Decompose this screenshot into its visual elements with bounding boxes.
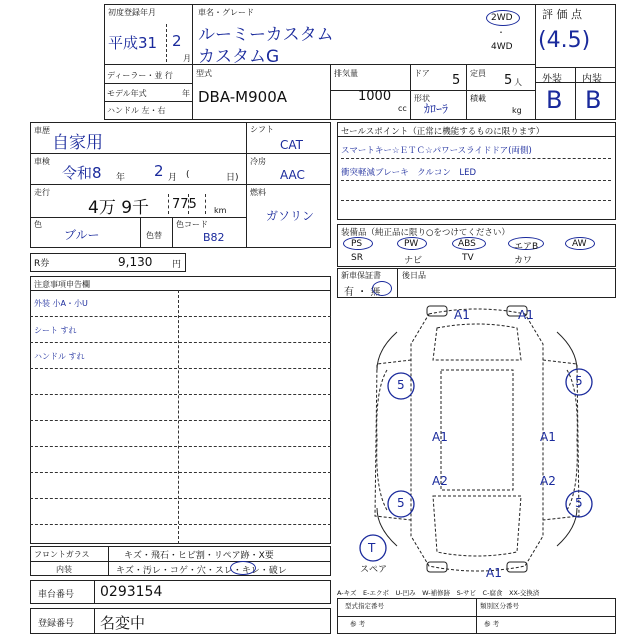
dealer-label: ディーラー・並 行 — [107, 71, 173, 80]
registration-frame — [30, 608, 331, 634]
first-reg-label: 初度登録年月 — [108, 8, 156, 17]
damage-mark-left-front-wheel: 5 — [397, 378, 405, 392]
warranty-options: 有 ・ 無 — [344, 287, 381, 298]
model-label: 型式 — [196, 69, 212, 78]
damage-mark-right-front-wheel: 5 — [575, 374, 583, 388]
damage-legend: A-キズ E-エクボ U-凹み W-補修跡 S-サビ C-腐食 XX-交換済 — [337, 589, 540, 597]
interior-cond-label: 内装 — [56, 565, 72, 574]
recycle-label: R券 — [34, 259, 50, 269]
car-name-label: 車名・グレード — [198, 8, 254, 17]
form-label-type: 型式指定番号 — [345, 602, 384, 610]
equipment-label: 装備品（純正品に限り○をつけてください） — [341, 228, 510, 238]
form-label-ref2: 参 考 — [484, 620, 500, 628]
equip-airbag: エアB — [514, 242, 539, 252]
chassis-frame — [30, 580, 331, 604]
note-line-1: 外装 小A・小U — [34, 299, 88, 308]
day-close: 日) — [226, 173, 239, 183]
fuel: ガソリン — [266, 209, 315, 223]
inspection-year-unit: 年 — [116, 173, 126, 183]
car-damage-diagram — [337, 300, 616, 582]
damage-mark-right-rear: A2 — [540, 474, 556, 488]
equip-navi: ナビ — [404, 256, 423, 266]
shift: CAT — [280, 138, 303, 152]
equip-sr: SR — [351, 253, 363, 263]
damage-mark-rear: A1 — [486, 566, 502, 580]
registration-no: 名変中 — [100, 614, 146, 632]
spare-label: スペア — [360, 565, 388, 575]
interior-wear-circle — [230, 561, 256, 575]
drive-dot: ・ — [497, 28, 505, 37]
chassis-label: 車台番号 — [38, 590, 75, 600]
form-label-ref1: 参 考 — [350, 620, 366, 628]
car-name: ルーミーカスタム — [198, 25, 334, 45]
model-year-label: モデル年式 — [107, 89, 147, 98]
damage-mark-left-rear-wheel: 5 — [397, 496, 405, 510]
damage-mark-front-left: A1 — [454, 308, 470, 322]
color-change-label: 色替 — [146, 231, 162, 240]
displacement-label: 排気量 — [334, 69, 358, 78]
shape: ｶﾛｰﾗ — [424, 102, 449, 116]
km-unit: km — [214, 206, 227, 215]
car-grade: カスタムG — [198, 47, 280, 67]
damage-mark-right-rear-wheel: 5 — [575, 496, 583, 510]
sales-point-line1: スマートキー☆ＥＴＣ☆パワースライドドア(両側) — [341, 146, 532, 156]
capacity: 5 — [504, 73, 513, 88]
windshield-label: フロントガラス — [34, 550, 90, 559]
interior-options: キズ・汚レ・コゲ・穴・スレ・キレ・破レ — [116, 566, 287, 576]
recycle-frame — [30, 253, 186, 272]
equip-tv: TV — [462, 253, 474, 263]
displacement: 1000 — [358, 89, 392, 104]
capacity-label: 定員 — [470, 69, 486, 78]
color-label: 色 — [34, 220, 42, 229]
first-reg-month-unit: 月 — [183, 54, 191, 63]
drive-2wd: 2WD — [491, 13, 513, 23]
model-code: DBA-M900A — [198, 88, 288, 106]
inspection-era: 令和8 — [62, 164, 102, 182]
model-year-unit: 年 — [182, 89, 190, 98]
sales-point-line2: 衝突軽減ブレーキ クルコン LED — [341, 168, 477, 178]
load-label: 積載 — [470, 94, 486, 103]
day-open: ( — [186, 170, 190, 180]
color-code: B82 — [203, 231, 225, 244]
after-label: 後日品 — [402, 271, 426, 280]
door-label: ドア — [414, 69, 430, 78]
shape-label: 形状 — [414, 94, 430, 103]
mileage-label: 走行 — [34, 188, 50, 197]
interior-grade: B — [585, 86, 602, 114]
spare-mark: T — [368, 541, 376, 555]
registration-label: 登録番号 — [38, 619, 75, 629]
eval-score: (4.5) — [538, 28, 591, 53]
note-line-2: シート すれ — [34, 326, 77, 335]
interior-label: 内装 — [582, 74, 602, 85]
damage-mark-front-right: A1 — [518, 308, 534, 322]
recycle-amount: 9,130 — [118, 255, 153, 269]
inspection-month: 2 — [154, 162, 164, 180]
recycle-unit: 円 — [172, 260, 182, 270]
windshield-options: キズ・飛石・ヒビ割・リペア跡・X要 — [124, 551, 274, 561]
mileage-digits: 775 — [172, 197, 197, 212]
equip-aw: AW — [572, 239, 587, 249]
ac-label: 冷房 — [250, 157, 266, 166]
exterior-label: 外装 — [542, 74, 562, 85]
damage-mark-left-door: A1 — [432, 430, 448, 444]
warranty-none-circle — [372, 281, 392, 296]
handle-label: ハンドル 左・右 — [107, 106, 166, 115]
shift-label: シフト — [250, 125, 274, 134]
inspection-month-unit: 月 — [168, 173, 178, 183]
exterior-grade: B — [546, 86, 563, 114]
mileage-handwritten: 4万 9千 — [88, 198, 150, 218]
equip-abs: ABS — [458, 239, 476, 249]
chassis-no: 0293154 — [100, 584, 163, 600]
usage: 自家用 — [52, 133, 103, 153]
form-label-class: 類別区分番号 — [480, 602, 519, 610]
equip-pw: PW — [404, 239, 419, 249]
eval-label: 評 価 点 — [542, 8, 582, 21]
equip-ps: PS — [351, 239, 363, 249]
note-line-3: ハンドル すれ — [34, 352, 85, 361]
sales-points-label: セールスポイント（正常に機能するものに限ります） — [341, 127, 545, 137]
usage-label: 車歴 — [34, 126, 50, 135]
fuel-label: 燃料 — [250, 188, 266, 197]
drive-4wd: 4WD — [491, 42, 513, 52]
inspection-label: 車検 — [34, 157, 50, 166]
notes-label: 注意事項申告欄 — [34, 280, 90, 289]
ac: AAC — [280, 168, 305, 182]
cc-unit: cc — [398, 104, 407, 113]
kg-unit: kg — [512, 106, 522, 115]
color: ブルー — [64, 228, 100, 242]
capacity-unit: 人 — [514, 78, 522, 87]
color-code-label: 色コード — [176, 220, 208, 229]
doors: 5 — [452, 73, 461, 88]
damage-mark-right-door: A1 — [540, 430, 556, 444]
damage-mark-left-rear: A2 — [432, 474, 448, 488]
equip-leather: カワ — [514, 256, 533, 266]
first-reg-month: 2 — [172, 32, 182, 50]
warranty-label: 新車保証書 — [341, 271, 381, 280]
first-reg-era-year: 平成31 — [108, 34, 158, 52]
